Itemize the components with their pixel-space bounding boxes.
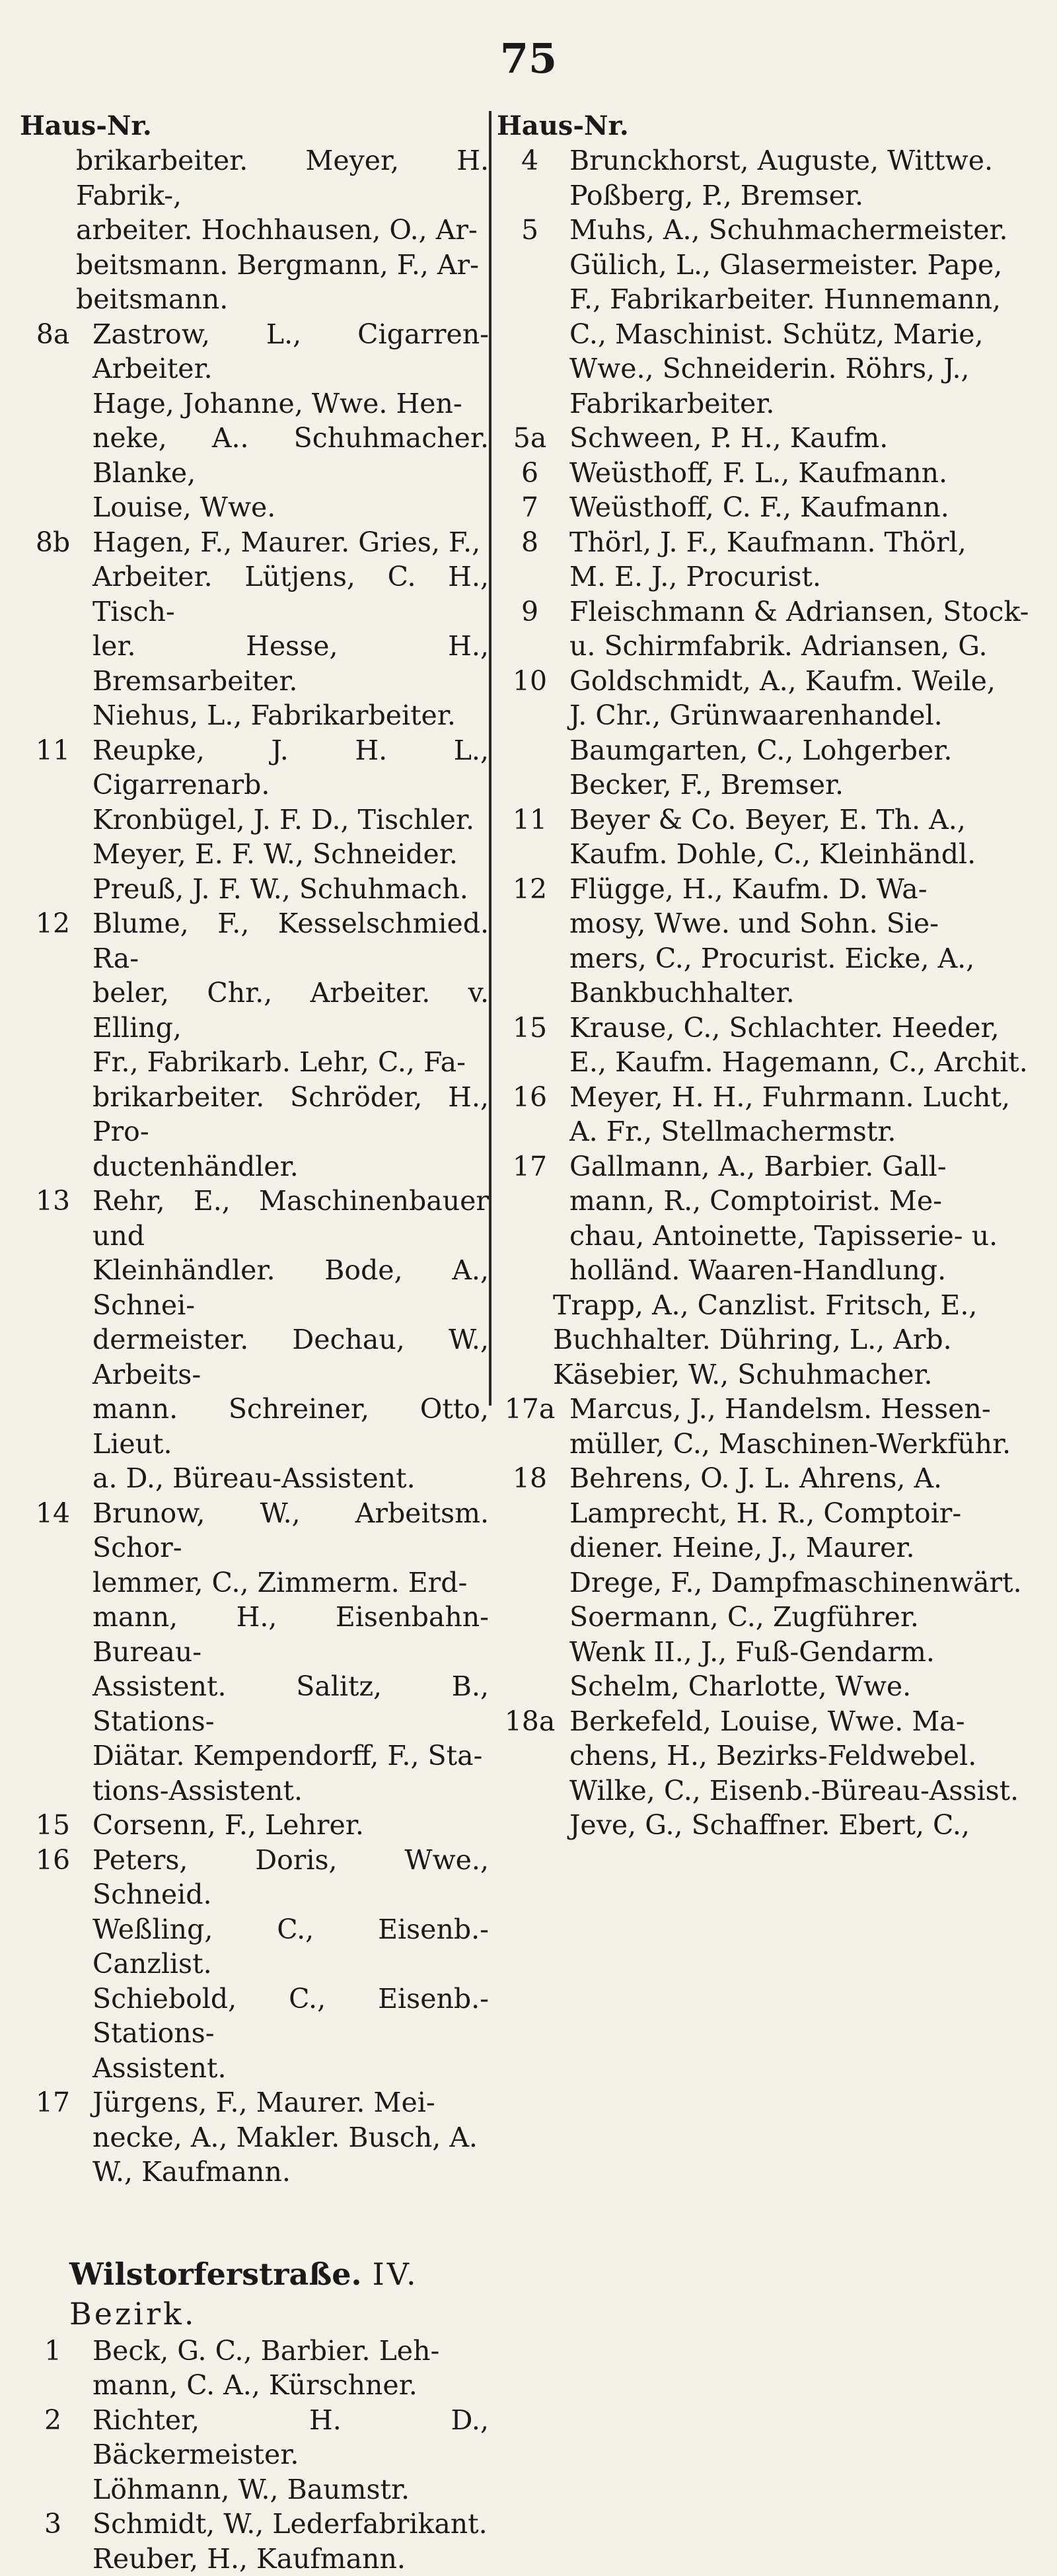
resident-listing: Beck, G. C., Barbier. Leh- mann, C. A., Kürschner. [20,2334,489,2403]
resident-listing: Muhs, A., Schuhmachermeister. Gülich, L., Glasermeister. Pape, F., Fabrikarbeiter. Hunnemann, C., Maschinist. Schütz, Marie, Wwe., Schneiderin. Röhrs, J., Fabrikarbeiter. [497,213,1045,421]
resident-listing: Schmidt, W., Lederfabrikant. Reuber, H., Kaufmann. [20,2507,489,2576]
address-entry [497,421,1045,456]
resident-listing: Behrens, O. J. L. Ahrens, A. Lamprecht, H. R., Comptoir- diener. Heine, J., Maurer. Drege, F., Dampfmaschinenwärt. Soermann, C., Zugführer. Wenk II., J., Fuß-Gendarm. Schelm, Charlotte, Wwe. [497,1461,1045,1704]
house-number: 18a [497,1704,563,1739]
house-number: 2 [20,2403,86,2438]
resident-listing: Marcus, J., Handelsm. Hessen- müller, C., Maschinen-Werkführ. [497,1392,1045,1461]
house-number: 16 [20,1843,86,1878]
house-number: 16 [497,1080,563,1115]
district-label: IV. Bezirk. [69,2256,419,2332]
street-name: Wilstorferstraße. [69,2256,362,2292]
resident-listing: Krause, C., Schlachter. Heeder, E., Kaufm. Hagemann, C., Archit. [497,1011,1045,1080]
left-entries [20,143,489,2190]
right-entries [497,143,1045,1843]
address-entry [497,490,1045,525]
house-number: 17 [20,2085,86,2120]
address-entry [20,906,489,1184]
address-entry [497,1461,1045,1704]
house-number: 14 [20,1496,86,1531]
house-number: 12 [497,872,563,907]
house-number-header: Haus-Nr. [20,109,489,143]
house-number: 11 [497,803,563,838]
resident-listing: Brunckhorst, Auguste, Wittwe. Poßberg, P., Bremser. [497,143,1045,213]
house-number: 18 [497,1461,563,1496]
address-entry [20,1184,489,1496]
resident-listing: Hagen, F., Maurer. Gries, F., Arbeiter. Lütjens, C. H., Tisch- ler. Hesse, H., Bremsarbeiter. Niehus, L., Fabrikarbeiter. [20,525,489,733]
house-number: 8a [20,317,86,352]
address-entry [497,1288,1045,1392]
address-entry [497,213,1045,421]
house-number: 12 [20,906,86,941]
address-entry [497,1149,1045,1288]
resident-listing: Beyer & Co. Beyer, E. Th. A., Kaufm. Dohle, C., Kleinhändl. [497,803,1045,872]
resident-listing: Reupke, J. H. L., Cigarrenarb. Kronbügel, J. F. D., Tischler. Meyer, E. F. W., Schneider. Preuß, J. F. W., Schuhmach. [20,733,489,907]
house-number: 8b [20,525,86,560]
house-number: 8 [497,525,563,560]
address-entry [497,143,1045,213]
resident-listing: Blume, F., Kesselschmied. Ra- beler, Chr., Arbeiter. v. Elling, Fr., Fabrikarb. Lehr, C., Fa- brikarbeiter. Schröder, H., Pro- ductenhändler. [20,906,489,1184]
house-number-header: Haus-Nr. [497,109,1045,143]
address-entry [497,525,1045,594]
street-section-heading [20,2254,489,2334]
house-number: 17 [497,1149,563,1184]
resident-listing: Flügge, H., Kaufm. D. Wa- mosy, Wwe. und Sohn. Sie- mers, C., Procurist. Eicke, A., Bankbuchhalter. [497,872,1045,1011]
house-number: 11 [20,733,86,768]
resident-listing: Thörl, J. F., Kaufmann. Thörl, M. E. J., Procurist. [497,525,1045,594]
column-divider [489,111,492,1406]
resident-listing: Trapp, A., Canzlist. Fritsch, E., Buchhalter. Dühring, L., Arb. Käsebier, W., Schuhmacher. [497,1288,1045,1392]
address-entry [20,317,489,525]
house-number: 7 [497,490,563,525]
address-entry [497,1080,1045,1149]
resident-listing: Corsenn, F., Lehrer. [20,1808,489,1843]
address-entry [20,2403,489,2507]
resident-listing: Berkefeld, Louise, Wwe. Ma- chens, H., Bezirks-Feldwebel. Wilke, C., Eisenb.-Büreau-Assist. Jeve, G., Schaffner. Ebert, C., [497,1704,1045,1843]
resident-listing: brikarbeiter. Meyer, H. Fabrik-, arbeiter. Hochhausen, O., Ar- beitsmann. Bergmann, F., Ar- beitsmann. [20,143,489,317]
address-entry [497,1392,1045,1461]
house-number: 15 [497,1011,563,1046]
right-column [497,109,1045,1843]
address-entry [20,143,489,317]
house-number: 15 [20,1808,86,1843]
house-number: 1 [20,2334,86,2369]
page-number: 75 [0,34,1057,83]
resident-listing: Goldschmidt, A., Kaufm. Weile, J. Chr., Grünwaarenhandel. Baumgarten, C., Lohgerber. Becker, F., Bremser. [497,664,1045,803]
address-entry [497,1704,1045,1843]
section-entries [20,2334,489,2576]
house-number: 5a [497,421,563,456]
resident-listing: Brunow, W., Arbeitsm. Schor- lemmer, C., Zimmerm. Erd- mann, H., Eisenbahn-Bureau- Assistent. Salitz, B., Stations- Diätar. Kempendorff, F., Sta- tions-Assistent. [20,1496,489,1808]
house-number: 3 [20,2507,86,2542]
resident-listing: Weüsthoff, F. L., Kaufmann. [497,456,1045,491]
address-entry [497,1011,1045,1080]
address-entry [20,1843,489,2086]
left-column [20,109,489,2576]
section-gap [20,2190,489,2254]
resident-listing: Jürgens, F., Maurer. Mei- necke, A., Makler. Busch, A. W., Kaufmann. [20,2085,489,2190]
address-entry [497,456,1045,491]
address-entry [20,1496,489,1808]
house-number: 6 [497,456,563,491]
address-entry [497,594,1045,664]
address-entry [497,872,1045,1011]
resident-listing: Peters, Doris, Wwe., Schneid. Weßling, C., Eisenb.-Canzlist. Schiebold, C., Eisenb.-Stations- Assistent. [20,1843,489,2086]
resident-listing: Meyer, H. H., Fuhrmann. Lucht, A. Fr., Stellmachermstr. [497,1080,1045,1149]
address-entry [20,2334,489,2403]
resident-listing: Rehr, E., Maschinenbauer und Kleinhändler. Bode, A., Schnei- dermeister. Dechau, W., Arbeits- mann. Schreiner, Otto, Lieut. a. D., Büreau-Assistent. [20,1184,489,1496]
house-number: 13 [20,1184,86,1219]
house-number: 9 [497,594,563,629]
address-entry [20,525,489,733]
address-entry [497,803,1045,872]
house-number: 17a [497,1392,563,1427]
house-number: 4 [497,143,563,178]
house-number: 5 [497,213,563,248]
address-entry [20,2507,489,2576]
address-entry [497,664,1045,803]
resident-listing: Weüsthoff, C. F., Kaufmann. [497,490,1045,525]
resident-listing: Fleischmann & Adriansen, Stock- u. Schirmfabrik. Adriansen, G. [497,594,1045,664]
resident-listing: Richter, H. D., Bäckermeister. Löhmann, W., Baumstr. [20,2403,489,2507]
resident-listing: Schween, P. H., Kaufm. [497,421,1045,456]
resident-listing: Zastrow, L., Cigarren-Arbeiter. Hage, Johanne, Wwe. Hen- neke, A.. Schuhmacher. Blanke, Louise, Wwe. [20,317,489,525]
house-number: 10 [497,664,563,699]
address-entry [20,1808,489,1843]
resident-listing: Gallmann, A., Barbier. Gall- mann, R., Comptoirist. Me- chau, Antoinette, Tapisserie- u. holländ. Waaren-Handlung. [497,1149,1045,1288]
address-entry [20,2085,489,2190]
address-entry [20,733,489,907]
